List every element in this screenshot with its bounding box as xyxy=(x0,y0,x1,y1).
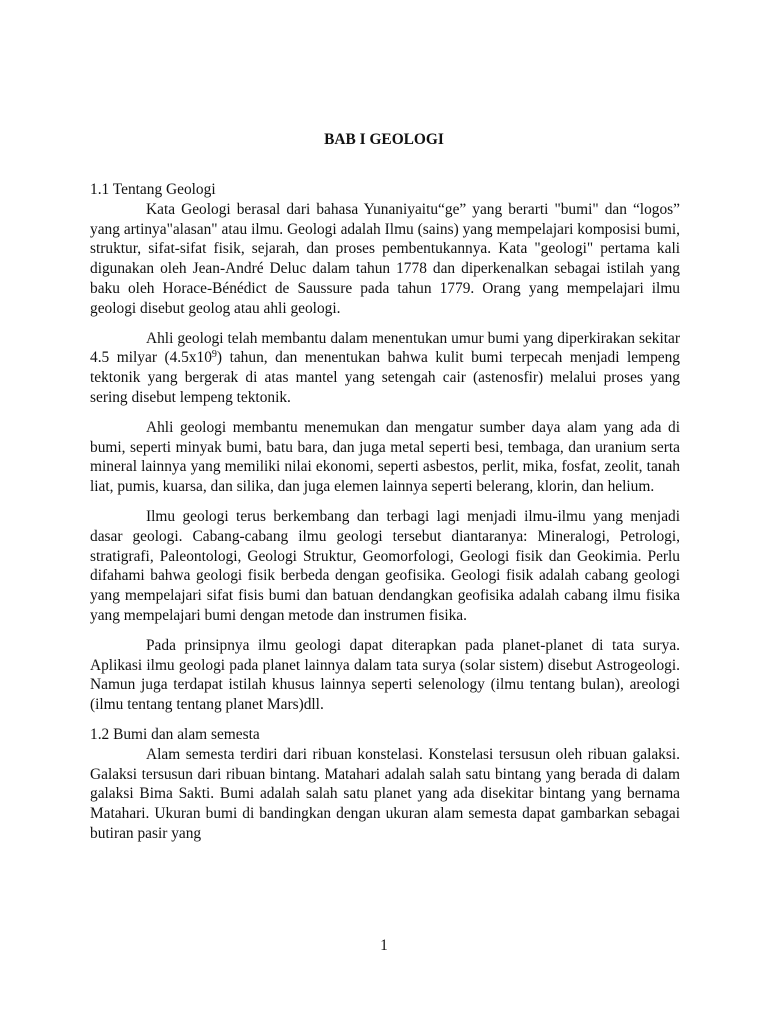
section-heading-1-2: 1.2 Bumi dan alam semesta xyxy=(90,725,260,743)
paragraph: Ilmu geologi terus berkembang dan terbagi lagi menjadi ilmu-ilmu yang menjadi dasar geologi. Cabang-cabang ilmu geologi tersebut diantaranya: Mineralogi, Petrologi, stratigrafi, Paleontologi, Geologi Struktur, Geomorfologi, Geologi fisik dan Geokimia. Perlu difahami bahwa geologi fisik berbeda dengan geofisika. Geologi fisik adalah cabang geologi yang mempelajari sifat fisis bumi dan batuan dendangkan geofisika adalah cabang ilmu fisika yang mempelajari bumi dengan metode dan instrumen fisika. xyxy=(90,507,680,624)
paragraph: Alam semesta terdiri dari ribuan konstelasi. Konstelasi tersusun oleh ribuan galaksi. Galaksi tersusun dari ribuan bintang. Matahari adalah salah satu bintang yang berada di dalam galaksi Bima Sakti. Bumi adalah salah satu planet yang ada disekitar bintang yang bernama Matahari. Ukuran bumi di bandingkan dengan ukuran alam semesta dapat gambarkan sebagai butiran pasir yang xyxy=(90,745,680,842)
paragraph xyxy=(90,329,680,408)
paragraph: Kata Geologi berasal dari bahasa Yunaniyaitu“ge” yang berarti "bumi" dan “logos” yang artinya"alasan" atau ilmu. Geologi adalah Ilmu (sains) yang mempelajari komposisi bumi, struktur, sifat-sifat fisik, sejarah, dan proses pembentukannya. Kata "geologi" pertama kali digunakan oleh Jean-André Deluc dalam tahun 1778 dan diperkenalkan sebagai istilah yang baku oleh Horace-Bénédict de Saussure pada tahun 1779. Orang yang mempelajari ilmu geologi disebut geolog atau ahli geologi. xyxy=(90,200,680,317)
paragraph: Ahli geologi membantu menemukan dan mengatur sumber daya alam yang ada di bumi, seperti minyak bumi, batu bara, dan juga metal seperti besi, tembaga, dan uranium serta mineral lainnya yang memiliki nilai ekonomi, seperti asbestos, perlit, mika, fosfat, zeolit, tanah liat, pumis, kuarsa, dan silika, dan juga elemen lainnya seperti belerang, klorin, dan helium. xyxy=(90,418,680,496)
page-number: 1 xyxy=(380,937,388,954)
paragraph-text: ) tahun, dan menentukan bahwa kulit bumi terpecah menjadi lempeng tektonik yang bergerak di atas mantel yang setengah cair (astenosfir) melalui proses yang sering disebut lempeng tektonik. xyxy=(90,349,680,406)
chapter-title: BAB I GEOLOGI xyxy=(324,131,444,148)
exponent: 9 xyxy=(211,349,217,361)
paragraph-text: Ahli geologi telah membantu dalam menentukan umur bumi yang diperkirakan sekitar 4.5 milyar (4.5x10 xyxy=(90,329,680,367)
section-heading-1-1: 1.1 Tentang Geologi xyxy=(90,181,216,198)
paragraph: Pada prinsipnya ilmu geologi dapat diterapkan pada planet-planet di tata surya. Aplikasi ilmu geologi pada planet lainnya dalam tata surya (solar sistem) disebut Astrogeologi. Namun juga terdapat istilah khusus lainnya seperti selenology (ilmu tentang bulan), areologi (ilmu tentang tentang planet Mars)dll. xyxy=(90,636,680,714)
document-body xyxy=(90,180,680,854)
